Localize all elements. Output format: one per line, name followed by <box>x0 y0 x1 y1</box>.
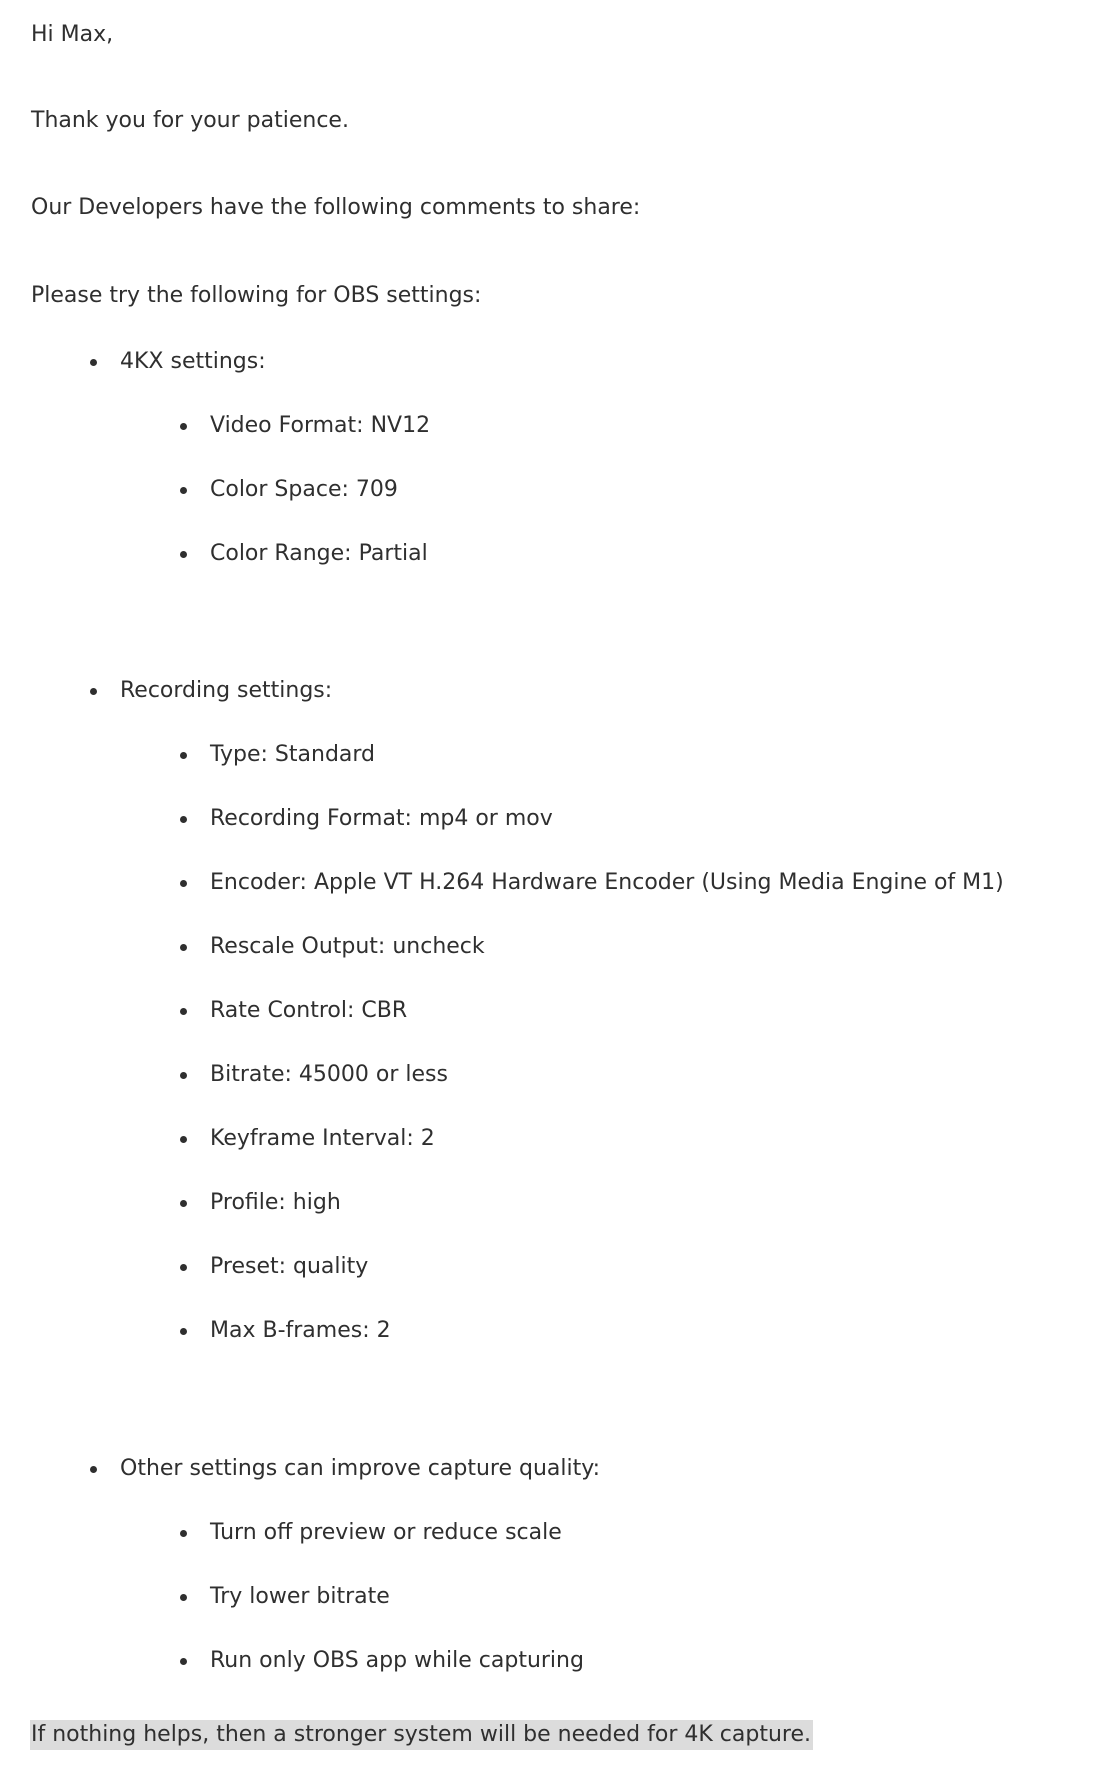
list-item-level1 <box>120 1456 600 1482</box>
list-item <box>210 870 1004 896</box>
list-item-text: Run only OBS app while capturing <box>210 1648 584 1673</box>
instructions-paragraph: Please try the following for OBS settings: <box>31 283 482 308</box>
list-item <box>210 413 430 439</box>
section-title: Other settings can improve capture quality: <box>120 1456 601 1481</box>
list-item-text: Rescale Output: uncheck <box>210 934 485 959</box>
list-item <box>210 1584 390 1610</box>
list-item <box>210 477 398 503</box>
list-item-text: Encoder: Apple VT H.264 Hardware Encoder (Using Media Engine of M1) <box>210 870 1004 895</box>
bullet-icon <box>90 688 97 695</box>
greeting: Hi Max, <box>31 22 114 47</box>
section-title: 4KX settings: <box>120 349 266 374</box>
list-item <box>210 1126 435 1152</box>
bullet-icon <box>180 816 187 823</box>
bullet-icon <box>180 1264 187 1271</box>
list-item-text: Preset: quality <box>210 1254 369 1279</box>
bullet-icon <box>180 880 187 887</box>
bullet-icon <box>90 1466 97 1473</box>
list-item-text: Recording Format: mp4 or mov <box>210 806 553 831</box>
bullet-icon <box>180 487 187 494</box>
bullet-icon <box>180 1008 187 1015</box>
list-item <box>210 1318 391 1344</box>
bullet-icon <box>180 1200 187 1207</box>
closing-paragraph <box>30 1720 813 1750</box>
list-item-text: Type: Standard <box>210 742 376 767</box>
list-item-level1 <box>120 678 332 704</box>
bullet-icon <box>90 359 97 366</box>
bullet-icon <box>180 1594 187 1601</box>
list-item <box>210 934 485 960</box>
intro-paragraph: Thank you for your patience. <box>31 108 349 133</box>
list-item <box>210 806 553 832</box>
bullet-icon <box>180 944 187 951</box>
list-item <box>210 1254 368 1280</box>
list-item <box>210 1062 448 1088</box>
list-item <box>210 998 407 1024</box>
lead-paragraph: Our Developers have the following comments to share: <box>31 195 641 220</box>
bullet-icon <box>180 1136 187 1143</box>
highlighted-text: If nothing helps, then a stronger system will be needed for 4K capture. <box>30 1720 813 1750</box>
list-item-text: Color Range: Partial <box>210 541 428 566</box>
list-item-text: Rate Control: CBR <box>210 998 408 1023</box>
bullet-icon <box>180 423 187 430</box>
list-item-text: Bitrate: 45000 or less <box>210 1062 448 1087</box>
list-item-text: Color Space: 709 <box>210 477 398 502</box>
list-item-text: Try lower bitrate <box>210 1584 390 1609</box>
list-item-level1 <box>120 349 266 375</box>
list-item <box>210 1520 562 1546</box>
list-item-text: Keyframe Interval: 2 <box>210 1126 435 1151</box>
list-item-text: Turn off preview or reduce scale <box>210 1520 562 1545</box>
list-item <box>210 1648 584 1674</box>
list-item-text: Profile: high <box>210 1190 341 1215</box>
list-item <box>210 742 375 768</box>
list-item-text: Max B-frames: 2 <box>210 1318 391 1343</box>
list-item <box>210 1190 341 1216</box>
bullet-icon <box>180 1328 187 1335</box>
list-item <box>210 541 428 567</box>
bullet-icon <box>180 1072 187 1079</box>
bullet-icon <box>180 551 187 558</box>
section-title: Recording settings: <box>120 678 333 703</box>
list-item-text: Video Format: NV12 <box>210 413 431 438</box>
bullet-icon <box>180 752 187 759</box>
bullet-icon <box>180 1530 187 1537</box>
bullet-icon <box>180 1658 187 1665</box>
